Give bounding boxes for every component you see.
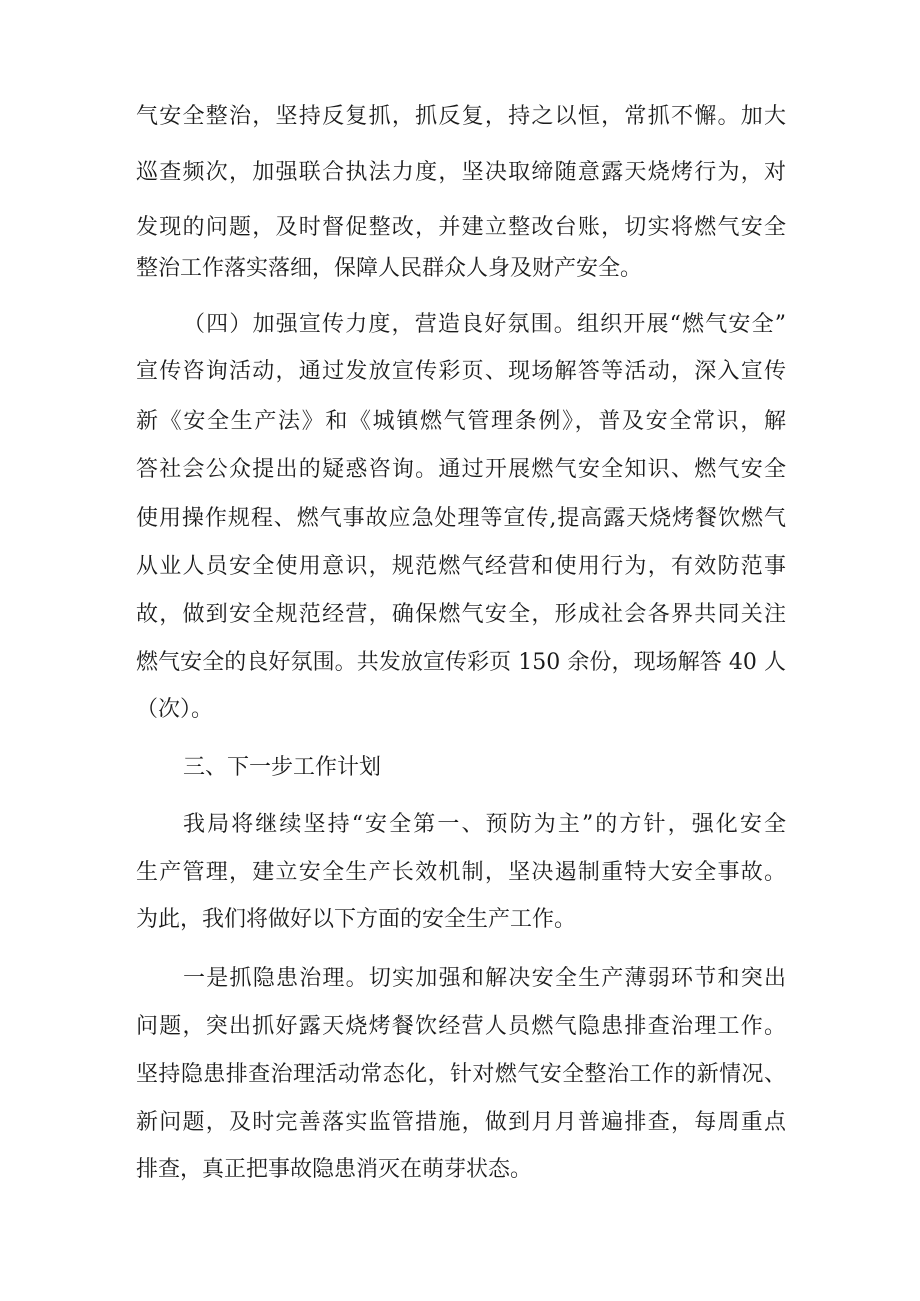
paragraph-2-line: 故，做到安全规范经营，确保燃气安全，形成社会各界共同关注 [136, 602, 786, 627]
paragraph-2-line: 宣传咨询活动，通过发放宣传彩页、现场解答等活动，深入宣传 [136, 359, 786, 384]
paragraph-1-line: 发现的问题，及时督促整改，并建立整改台账，切实将燃气安全 [136, 215, 786, 240]
paragraph-4-line: 问题，突出抓好露天烧烤餐饮经营人员燃气隐患排查治理工作。 [136, 1014, 786, 1039]
paragraph-1-line: 整治工作落实落细，保障人民群众人身及财产安全。 [136, 256, 643, 281]
paragraph-2-line: （四）加强宣传力度，营造良好氛围。组织开展“燃气安全” [183, 312, 786, 337]
paragraph-4-line: 新问题，及时完善落实监管措施，做到月月普遍排查，每周重点 [136, 1110, 786, 1135]
paragraph-2-line: 答社会公众提出的疑惑咨询。通过开展燃气安全知识、燃气安全 [136, 457, 786, 482]
paragraph-1-line: 巡查频次，加强联合执法力度，坚决取缔随意露天烧烤行为，对 [136, 160, 786, 185]
paragraph-2-line: （次）。 [136, 697, 214, 722]
paragraph-3-line: 为此，我们将做好以下方面的安全生产工作。 [136, 907, 577, 932]
paragraph-2-line: 使用操作规程、燃气事故应急处理等宣传,提高露天烧烤餐饮燃气 [136, 506, 786, 531]
paragraph-4-line: 一是抓隐患治理。切实加强和解决安全生产薄弱环节和突出 [183, 966, 786, 991]
paragraph-4-line: 排查，真正把事故隐患消灭在萌芽状态。 [136, 1157, 533, 1182]
paragraph-4-line: 坚持隐患排查治理活动常态化，针对燃气安全整治工作的新情况、 [136, 1062, 786, 1087]
paragraph-3-line: 我局将继续坚持“安全第一、预防为主”的方针，强化安全 [183, 812, 786, 837]
paragraph-1-line: 气安全整治，坚持反复抓，抓反复，持之以恒，常抓不懈。加大 [136, 104, 786, 129]
paragraph-2-line: 从业人员安全使用意识，规范燃气经营和使用行为，有效防范事 [136, 554, 786, 579]
section-heading: 三、下一步工作计划 [183, 755, 382, 780]
paragraph-2-line: 燃气安全的良好氛围。共发放宣传彩页 150 余份，现场解答 40 人 [136, 650, 786, 675]
paragraph-2-line: 新《安全生产法》和《城镇燃气管理条例》，普及安全常识，解 [136, 409, 786, 434]
paragraph-3-line: 生产管理，建立安全生产长效机制，坚决遏制重特大安全事故。 [136, 860, 786, 885]
